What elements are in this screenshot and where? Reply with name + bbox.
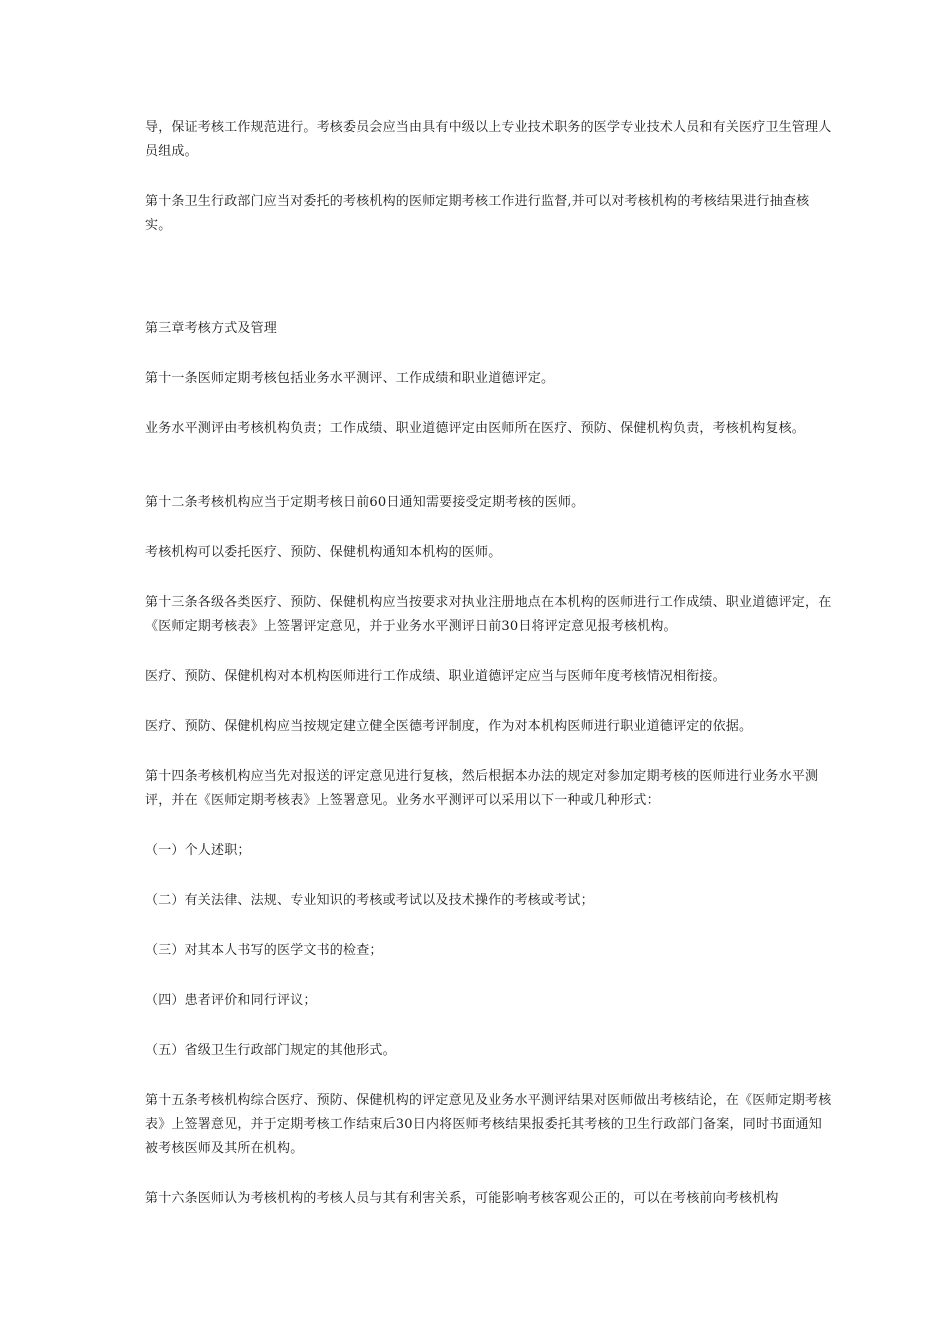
paragraph-article-13: 第十三条各级各类医疗、预防、保健机构应当按要求对执业注册地点在本机构的医师进行工作成绩、职业道德评定，在《医师定期考核表》上签署评定意见，并于业务水平测评日前30日将评定意见报考核机构。 xyxy=(145,595,832,634)
paragraph-article-15: 第十五条考核机构综合医疗、预防、保健机构的评定意见及业务水平测评结果对医师做出考核结论，在《医师定期考核表》上签署意见，并于定期考核工作结束后30日内将医师考核结果报委托其考核的卫生行政部门备案，同时书面通知被考核医师及其所在机构。 xyxy=(145,1093,832,1156)
chapter-heading: 第三章考核方式及管理 xyxy=(145,321,278,336)
paragraph-business-assessment: 业务水平测评由考核机构负责；工作成绩、职业道德评定由医师所在医疗、预防、保健机构负责，考核机构复核。 xyxy=(145,421,806,436)
paragraph-ethics-system: 医疗、预防、保健机构应当按规定建立健全医德考评制度，作为对本机构医师进行职业道德评定的依据。 xyxy=(145,719,753,734)
paragraph-article-10: 第十条卫生行政部门应当对委托的考核机构的医师定期考核工作进行监督,并可以对考核机构的考核结果进行抽查核实。 xyxy=(145,194,810,233)
paragraph-delegate-notice: 考核机构可以委托医疗、预防、保健机构通知本机构的医师。 xyxy=(145,545,502,560)
paragraph-annual-review: 医疗、预防、保健机构对本机构医师进行工作成绩、职业道德评定应当与医师年度考核情况相衔接。 xyxy=(145,669,726,684)
list-item-1: （一）个人述职； xyxy=(145,843,251,858)
list-item-5: （五）省级卫生行政部门规定的其他形式。 xyxy=(145,1043,396,1058)
paragraph-article-14: 第十四条考核机构应当先对报送的评定意见进行复核，然后根据本办法的规定对参加定期考核的医师进行业务水平测评，并在《医师定期考核表》上签署意见。业务水平测评可以采用以下一种或几种形式： xyxy=(145,769,819,808)
paragraph-article-12: 第十二条考核机构应当于定期考核日前60日通知需要接受定期考核的医师。 xyxy=(145,495,585,510)
list-item-2: （二）有关法律、法规、专业知识的考核或考试以及技术操作的考核或考试； xyxy=(145,893,594,908)
paragraph-article-11: 第十一条医师定期考核包括业务水平测评、工作成绩和职业道德评定。 xyxy=(145,371,555,386)
list-item-3: （三）对其本人书写的医学文书的检查； xyxy=(145,943,383,958)
paragraph-article-16: 第十六条医师认为考核机构的考核人员与其有利害关系，可能影响考核客观公正的，可以在考核前向考核机构 xyxy=(145,1191,779,1206)
paragraph-committee-composition: 导，保证考核工作规范进行。考核委员会应当由具有中级以上专业技术职务的医学专业技术人员和有关医疗卫生管理人员组成。 xyxy=(145,120,832,159)
list-item-4: （四）患者评价和同行评议； xyxy=(145,993,317,1008)
